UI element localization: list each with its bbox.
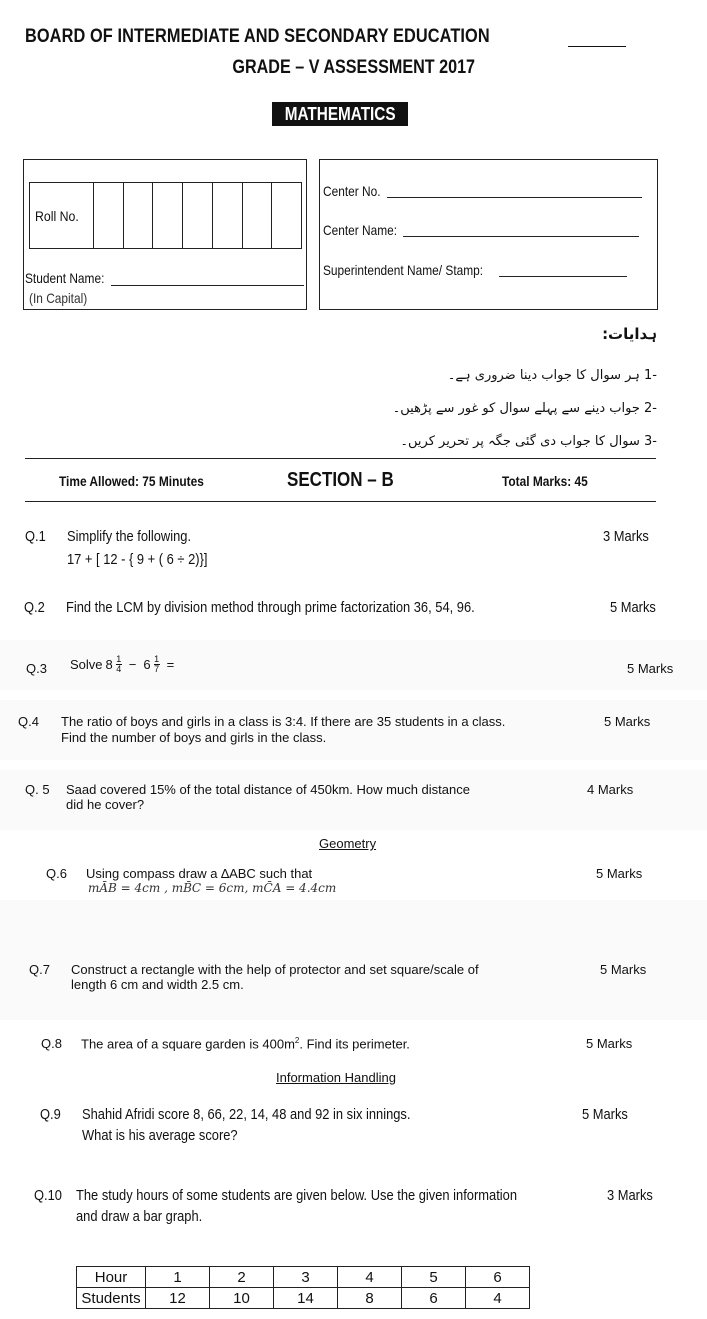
question-marks: 5 Marks xyxy=(600,962,647,977)
question-text: What is his average score? xyxy=(82,1127,238,1144)
instruction-item: -2 جواب دینے سے پہلے سوال کو غور سے پڑھیں۔ xyxy=(392,401,657,416)
section-title: SECTION – B xyxy=(287,469,394,491)
table-cell: 12 xyxy=(146,1288,210,1309)
superintendent-field[interactable] xyxy=(499,276,627,277)
minus-sign: − xyxy=(128,657,137,672)
question-expression: 17 + [ 12 - { 9 + ( 6 ÷ 2)}] xyxy=(67,551,208,568)
question-marks: 5 Marks xyxy=(582,1106,628,1123)
center-name-field[interactable] xyxy=(403,236,639,237)
question-text: The study hours of some students are given below. Use the given information xyxy=(76,1187,518,1204)
equals-sign: = xyxy=(166,657,175,672)
center-no-label: Center No. xyxy=(323,183,381,199)
question-text: Saad covered 15% of the total distance of 450km. How much distance xyxy=(66,782,470,797)
subject-title: MATHEMATICS xyxy=(272,102,408,126)
question-number: Q.7 xyxy=(29,962,50,977)
geometry-heading: Geometry xyxy=(319,836,377,851)
roll-digit-box[interactable] xyxy=(213,183,243,248)
total-marks: Total Marks: 45 xyxy=(502,473,588,489)
question-marks: 3 Marks xyxy=(603,528,649,545)
question-number: Q.10 xyxy=(34,1187,62,1204)
question-marks: 3 Marks xyxy=(607,1187,653,1204)
question-number: Q.4 xyxy=(18,714,39,729)
question-number: Q.1 xyxy=(25,528,46,545)
superintendent-label: Superintendent Name/ Stamp: xyxy=(323,262,484,278)
question-text: Simplify the following. xyxy=(67,528,192,545)
scan-band xyxy=(0,900,707,1020)
table-cell: 3 xyxy=(274,1267,338,1288)
table-cell: 14 xyxy=(274,1288,338,1309)
question-text: The area of a square garden is $400m^2$. Find its perimeter. xyxy=(81,1036,410,1052)
table-cell: 5 xyxy=(402,1267,466,1288)
roll-digit-box[interactable] xyxy=(94,183,124,248)
question-expression: mĀB = 4cm , mB̄C = 6cm, mC̄A = 4.4cm xyxy=(88,881,337,895)
roll-number-label: Roll No. xyxy=(30,183,94,248)
question-number: Q.8 xyxy=(41,1036,62,1051)
fraction xyxy=(116,655,122,674)
instructions-title: ہدایات: xyxy=(602,325,657,343)
table-row xyxy=(77,1267,530,1288)
mixed-number-whole: 8 xyxy=(105,657,113,672)
question-number: Q. 5 xyxy=(25,782,50,797)
roll-number-grid xyxy=(29,182,302,249)
student-name-field[interactable] xyxy=(111,285,304,286)
question-marks: 5 Marks xyxy=(604,714,651,729)
question-text: Find the number of boys and girls in the class. xyxy=(61,730,327,745)
roll-digit-box[interactable] xyxy=(243,183,273,248)
solve-label: Solve xyxy=(70,657,103,672)
question-marks: 5 Marks xyxy=(586,1036,633,1051)
question-text: and draw a bar graph. xyxy=(76,1208,203,1225)
student-name-label: Student Name: xyxy=(25,270,105,286)
roll-digit-box[interactable] xyxy=(124,183,154,248)
table-cell: 2 xyxy=(210,1267,274,1288)
table-header-cell: Hour xyxy=(77,1267,146,1288)
roll-digit-box[interactable] xyxy=(183,183,213,248)
question-number: Q.2 xyxy=(24,599,45,616)
table-row xyxy=(77,1288,530,1309)
question-marks: 5 Marks xyxy=(596,866,643,881)
grade-title: GRADE – V ASSESSMENT 2017 xyxy=(232,57,475,78)
center-no-field[interactable] xyxy=(387,197,642,198)
fraction xyxy=(154,655,160,674)
fraction-numerator: 1 xyxy=(116,654,122,664)
question-text: Construct a rectangle with the help of protector and set square/scale of xyxy=(71,962,479,977)
question-number: Q.6 xyxy=(46,866,67,881)
table-cell: 1 xyxy=(146,1267,210,1288)
table-cell: 4 xyxy=(338,1267,402,1288)
table-cell: 6 xyxy=(466,1267,530,1288)
board-title: BOARD OF INTERMEDIATE AND SECONDARY EDUCATION xyxy=(25,26,490,47)
section-bottom-rule xyxy=(25,501,656,502)
table-header-cell: Students xyxy=(77,1288,146,1309)
table-cell: 4 xyxy=(466,1288,530,1309)
table-cell: 6 xyxy=(402,1288,466,1309)
center-name-label: Center Name: xyxy=(323,222,398,238)
info-handling-heading: Information Handling xyxy=(276,1070,396,1085)
question-text: did he cover? xyxy=(66,797,145,812)
question-text: Using compass draw a ∆ABC such that xyxy=(86,866,313,881)
roll-digit-box[interactable] xyxy=(153,183,183,248)
question-text: The ratio of boys and girls in a class is 3:4. If there are 35 students in a class. xyxy=(61,714,506,729)
question-marks: 5 Marks xyxy=(627,661,674,676)
question-marks: 4 Marks xyxy=(587,782,634,797)
time-allowed: Time Allowed: 75 Minutes xyxy=(59,473,204,489)
fraction-numerator: 1 xyxy=(154,654,160,664)
question-text: Find the LCM by division method through prime factorization 36, 54, 96. xyxy=(66,599,475,616)
fraction-denominator: 4 xyxy=(116,664,122,674)
question-text xyxy=(70,655,174,674)
instruction-item: -3 سوال کا جواب دی گئی جگہ پر تحریر کریں۔ xyxy=(400,434,657,449)
question-number: Q.9 xyxy=(40,1106,61,1123)
question-number: Q.3 xyxy=(26,661,47,676)
table-cell: 10 xyxy=(210,1288,274,1309)
study-hours-table xyxy=(76,1266,530,1309)
fraction-denominator: 7 xyxy=(154,664,160,674)
in-capital-note: (In Capital) xyxy=(29,290,88,306)
roll-digit-box[interactable] xyxy=(272,183,301,248)
question-marks: 5 Marks xyxy=(610,599,656,616)
section-top-rule xyxy=(25,458,656,459)
question-text: length 6 cm and width 2.5 cm. xyxy=(71,977,244,992)
question-text: Shahid Afridi score 8, 66, 22, 14, 48 and 92 in six innings. xyxy=(82,1106,411,1123)
instruction-item: -1 ہر سوال کا جواب دینا ضروری ہے۔ xyxy=(447,368,657,383)
board-title-underline xyxy=(568,46,626,47)
table-cell: 8 xyxy=(338,1288,402,1309)
mixed-number-whole: 6 xyxy=(143,657,151,672)
